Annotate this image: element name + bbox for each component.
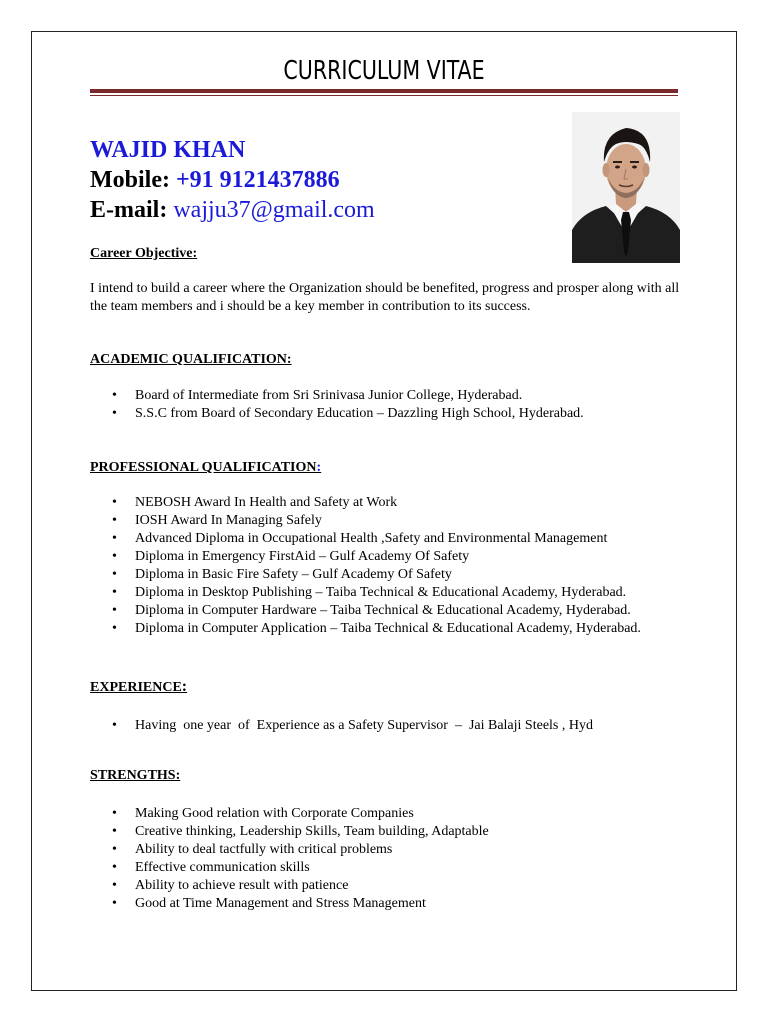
list-item: • Diploma in Emergency FirstAid – Gulf Academy Of Safety: [90, 548, 690, 566]
list-item: • IOSH Award In Managing Safely: [90, 512, 690, 530]
email-value[interactable]: wajju37@gmail.com: [173, 197, 375, 223]
document-title: CURRICULUM VITAE: [283, 56, 485, 86]
list-item: • Board of Intermediate from Sri Srinivasa Junior College, Hyderabad.: [90, 387, 690, 405]
experience-list: [90, 717, 690, 735]
list-item: • Creative thinking, Leadership Skills, Team building, Adaptable: [90, 823, 690, 841]
candidate-name: WAJID KHAN: [90, 137, 246, 163]
list-item: • Effective communication skills: [90, 859, 690, 877]
professional-heading-label: PROFESSIONAL QUALIFICATION: [90, 460, 317, 475]
career-objective-text: I intend to build a career where the Organization should be benefited, progress and prosper along with all the team members and i should be a key member in contribution to its success.: [90, 281, 680, 314]
academic-list: [90, 387, 690, 423]
experience-heading: [90, 678, 187, 697]
professional-heading: [90, 459, 321, 477]
professional-list: [90, 494, 690, 638]
list-item: • Advanced Diploma in Occupational Health ,Safety and Environmental Management: [90, 530, 690, 548]
email-label: E-mail:: [90, 197, 168, 223]
profile-photo: [572, 112, 680, 263]
mobile-line: [90, 165, 340, 195]
list-item: • Having one year of Experience as a Safety Supervisor – Jai Balaji Steels , Hyd: [90, 717, 690, 735]
experience-heading-label: EXPERIENCE: [90, 680, 182, 695]
academic-heading: ACADEMIC QUALIFICATION:: [90, 352, 292, 367]
career-objective-heading: Career Objective:: [90, 246, 198, 261]
list-item: • Making Good relation with Corporate Companies: [90, 805, 690, 823]
list-item: • Ability to deal tactfully with critical problems: [90, 841, 690, 859]
strengths-list: [90, 805, 690, 913]
list-item: • Diploma in Computer Hardware – Taiba Technical & Educational Academy, Hyderabad.: [90, 602, 690, 620]
title-rule-thin: [90, 95, 678, 96]
list-item: • Diploma in Desktop Publishing – Taiba Technical & Educational Academy, Hyderabad.: [90, 584, 690, 602]
mobile-label: Mobile:: [90, 167, 170, 193]
strengths-heading: STRENGTHS:: [90, 768, 181, 783]
email-line: [90, 195, 375, 225]
list-item: • NEBOSH Award In Health and Safety at Work: [90, 494, 690, 512]
professional-heading-colon: :: [316, 460, 322, 475]
list-item: • S.S.C from Board of Secondary Education – Dazzling High School, Hyderabad.: [90, 405, 690, 423]
experience-heading-colon: :: [181, 678, 188, 695]
list-item: • Ability to achieve result with patience: [90, 877, 690, 895]
title-rule-thick: [90, 89, 678, 93]
mobile-value: +91 9121437886: [175, 167, 340, 193]
list-item: • Diploma in Computer Application – Taiba Technical & Educational Academy, Hyderabad.: [90, 620, 655, 638]
list-item: • Diploma in Basic Fire Safety – Gulf Academy Of Safety: [90, 566, 690, 584]
list-item: • Good at Time Management and Stress Management: [90, 895, 690, 913]
